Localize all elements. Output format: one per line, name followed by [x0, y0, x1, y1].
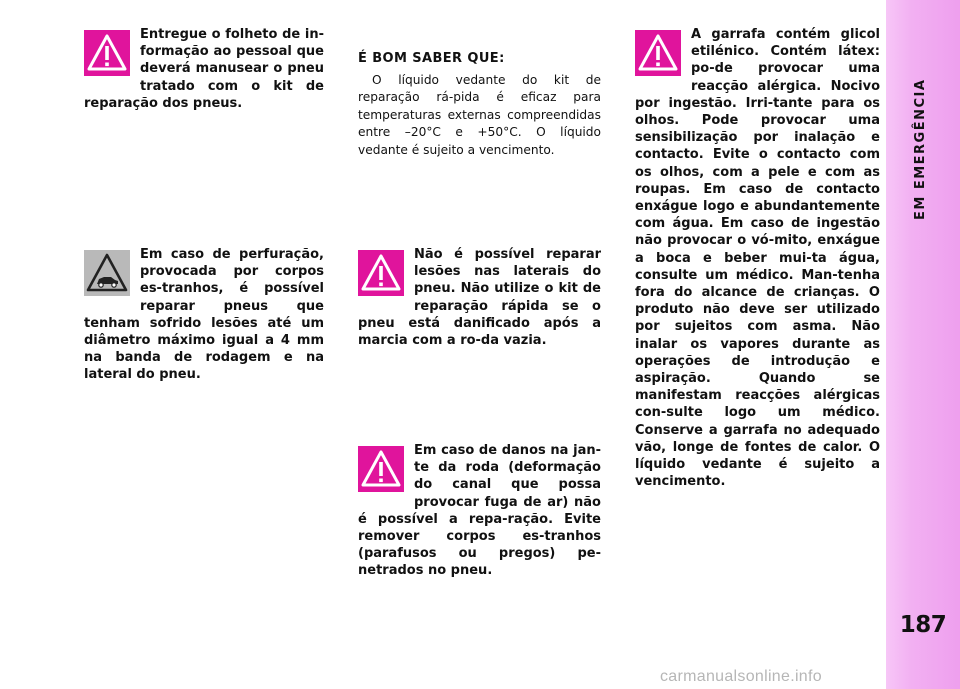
warning-note-laterais	[358, 246, 601, 349]
warning-text: Não é possível reparar lesões nas laterais do pneu. Não utilize o kit de reparação rápida se o pneu está danificado após a marcia com a ro-da vazia.	[358, 247, 601, 349]
warning-note-folheto	[84, 26, 324, 112]
warning-note-jante	[358, 442, 601, 580]
caution-note-perfuracao	[84, 246, 324, 384]
info-text: O líquido vedante do kit de reparação rá-pida é eficaz para temperaturas externas compreendidas entre –20°C e +50°C. O líquido vedante é sujeito a vencimento.	[358, 72, 601, 157]
page-number: 187	[899, 612, 947, 638]
info-note	[358, 50, 601, 159]
warning-text: A garrafa contém glicol etilénico. Contém látex: po-de provocar uma reacção alérgica. Nocivo por ingestão. Irri-tante para os olhos. Pode provocar uma sensibilização por inalação e contacto. Evite o contacto com os olhos, com a pele e com as roupas. Em caso de contacto enxágue logo e abundantemente com água. Em caso de ingestão não provocar o vó-mito, enxágue a boca e beber mui-ta água, consulte um médico. Man-tenha fora do alcance de crianças. O produto não deve ser utilizado por sujeitos com asma. Não inalar os vapores durante as operações de introdução e aspiração. Quando se manifestam reacções alérgicas con-sulte logo um médico. Conserve a garrafa no adequado vão, longe de fontes de calor. O líquido vedante é sujeito a vencimento.	[635, 27, 880, 490]
warning-triangle-icon	[84, 30, 130, 76]
warning-text: Entregue o folheto de in-formação ao pessoal que deverá manusear o pneu tratado com o kit de reparação dos pneus.	[84, 27, 324, 111]
caution-text: Em caso de perfuração, provocada por corpos es-tranhos, é possível reparar pneus que tenham sofrido lesões até um diâmetro máximo igual a 4 mm na banda de rodagem e na lateral do pneu.	[84, 247, 324, 383]
section-title: EM EMERGÊNCIA	[913, 78, 928, 220]
warning-text: Em caso de danos na jan-te da roda (deformação do canal que possa provocar fuga de ar) não é possível a repa-ração. Evite remover corpos es-tranhos (parafusos ou pregos) pe-netrados no pneu.	[358, 443, 601, 579]
vehicle-caution-icon	[84, 250, 130, 296]
warning-note-garrafa	[635, 26, 880, 490]
info-heading: É BOM SABER QUE:	[358, 51, 505, 66]
warning-triangle-icon	[358, 446, 404, 492]
watermark: carmanualsonline.info	[660, 668, 822, 685]
warning-triangle-icon	[635, 30, 681, 76]
warning-triangle-icon	[358, 250, 404, 296]
